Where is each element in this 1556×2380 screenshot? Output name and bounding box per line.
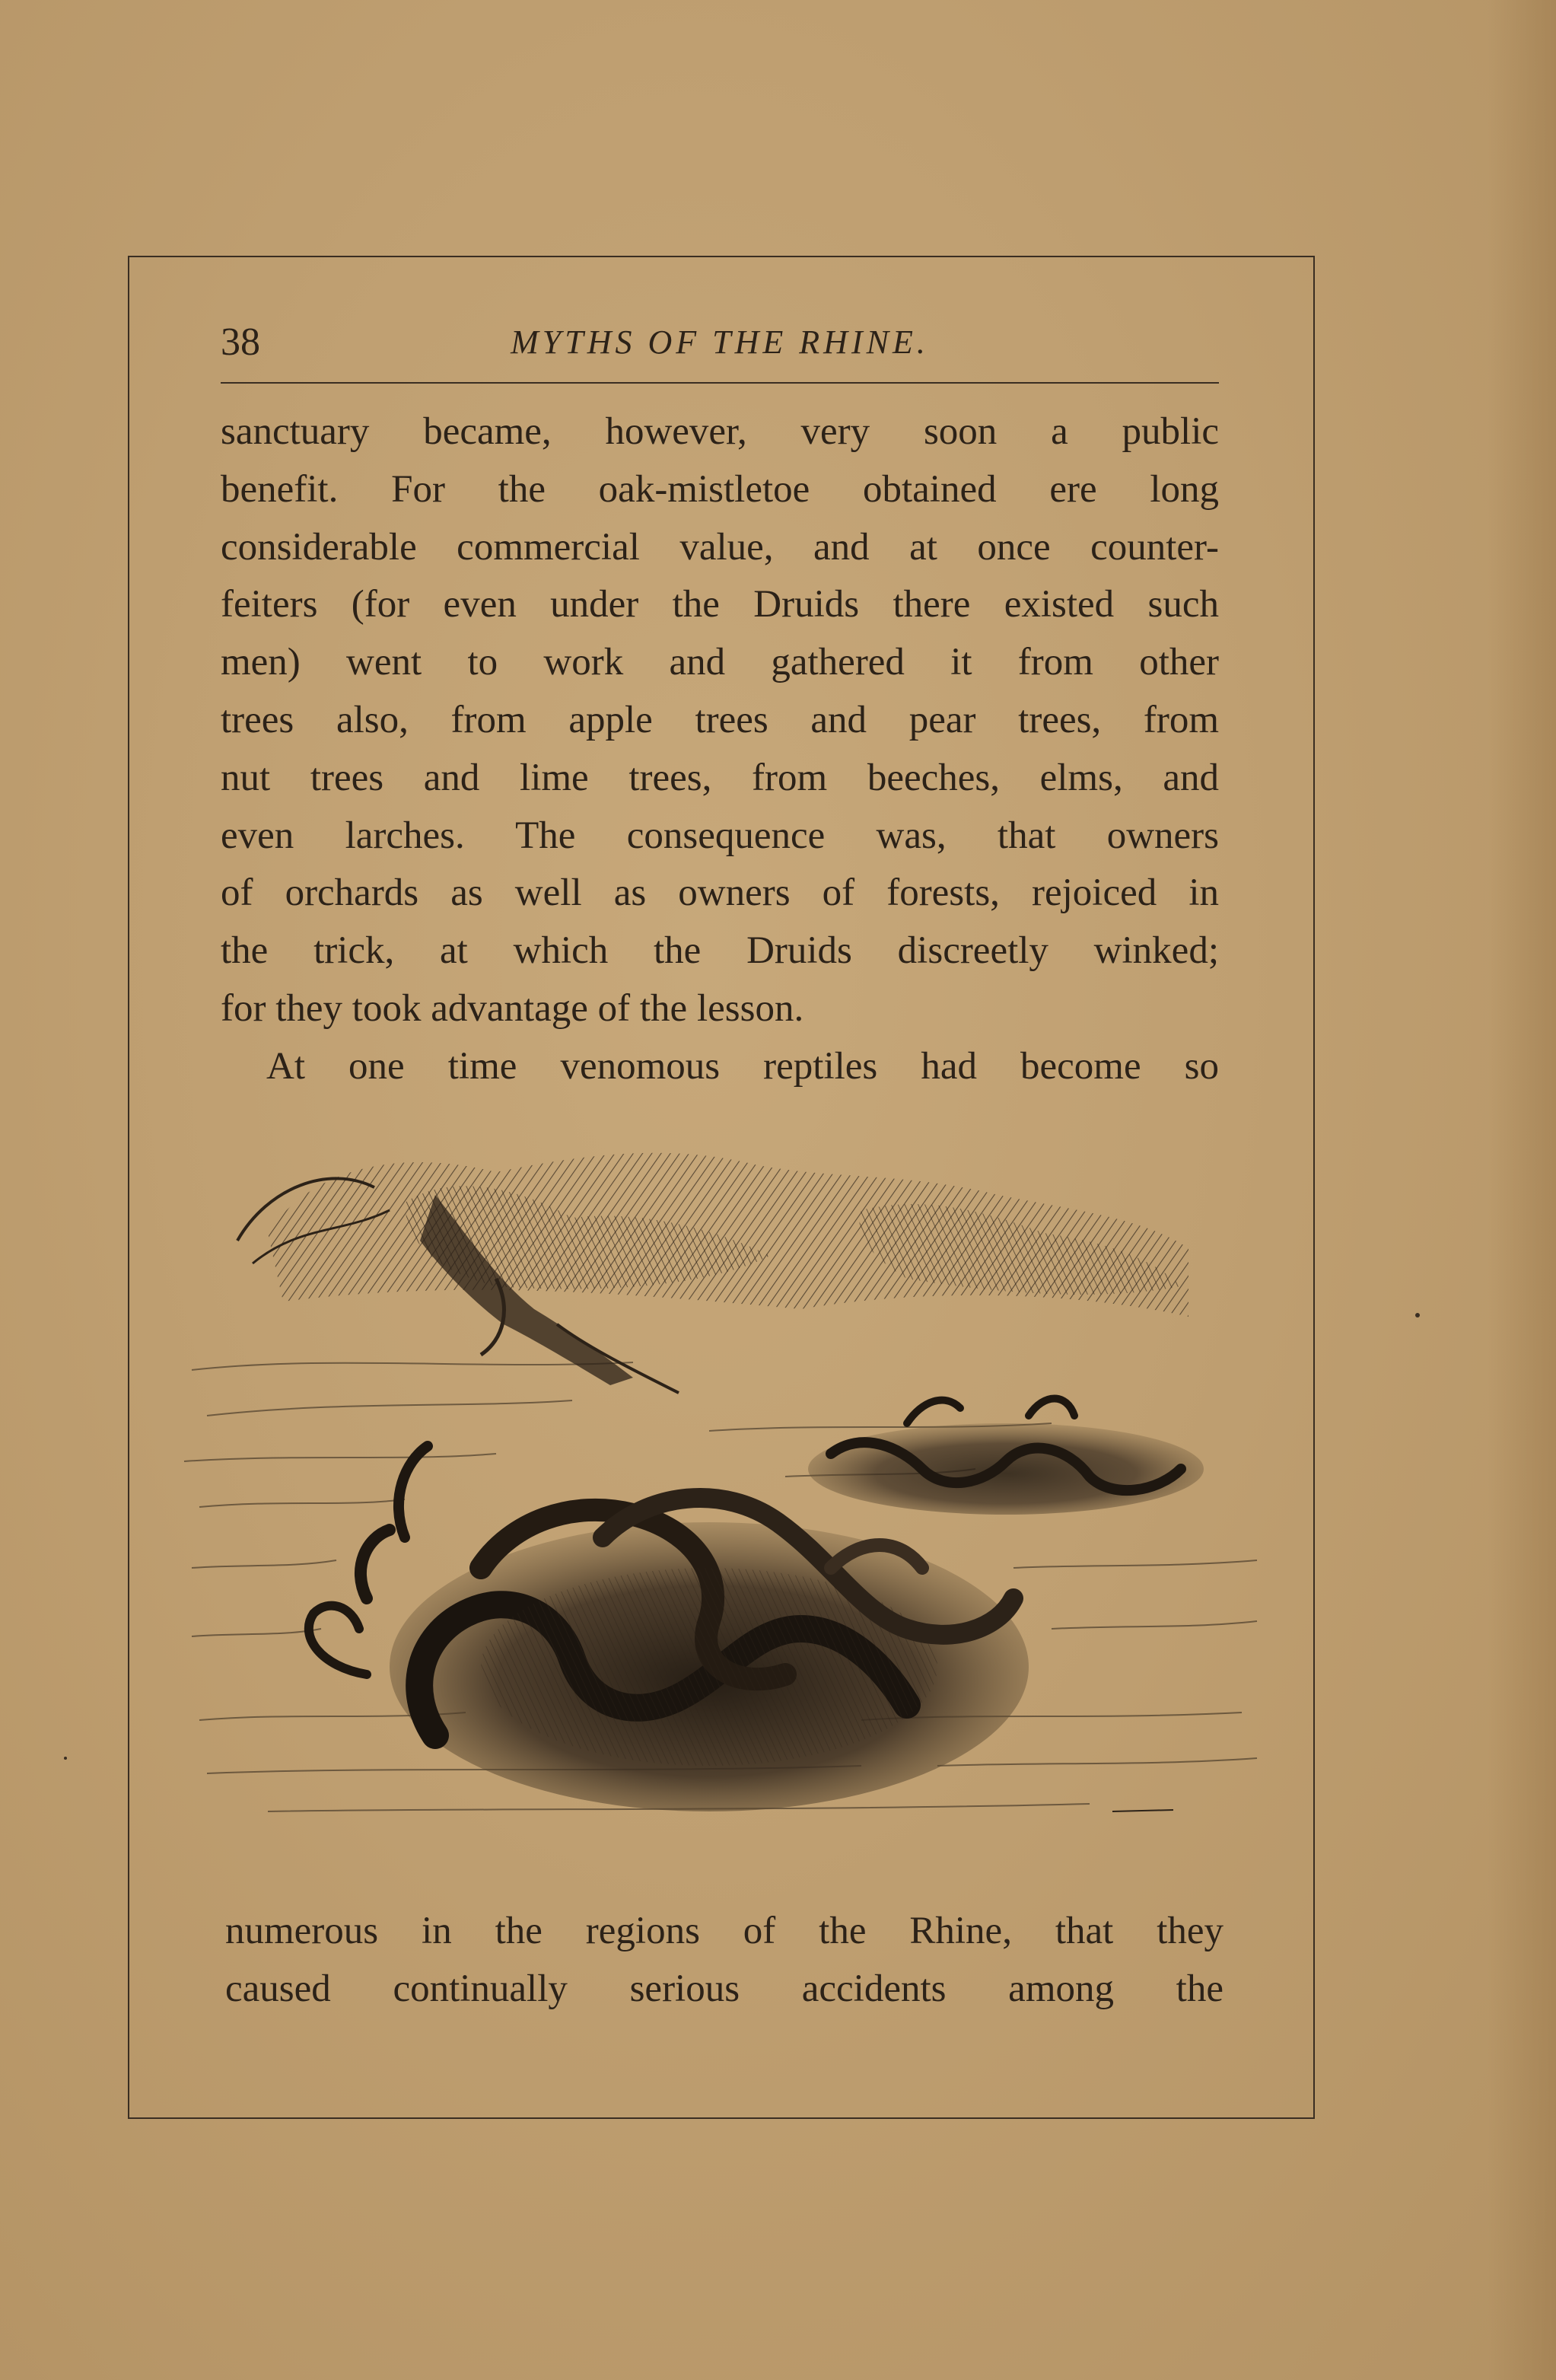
bushes-background (237, 1153, 1188, 1317)
text-line: men) went to work and gathered it from other (221, 641, 1219, 684)
engraver-mark (1112, 1810, 1173, 1811)
snakes-engraving-illustration (177, 1142, 1272, 1834)
stray-ink-dot (64, 1757, 67, 1760)
text-line: even larches. The consequence was, that owners (221, 814, 1219, 857)
header-rule (221, 382, 1219, 384)
text-line: for they took advantage of the lesson. (221, 986, 804, 1030)
stray-ink-dot (1415, 1313, 1420, 1317)
text-line-paragraph-start: At one time venomous reptiles had become so (266, 1044, 1219, 1088)
text-line: caused continually serious accidents among the (225, 1967, 1223, 2010)
body-text-bottom (225, 1903, 1223, 2018)
page-edge-shadow (1488, 0, 1556, 2380)
snake-cluster-distant (808, 1399, 1204, 1515)
page-number: 38 (221, 320, 260, 364)
text-line: trees also, from apple trees and pear trees, from (221, 698, 1219, 741)
running-header (221, 312, 1219, 373)
text-line: sanctuary became, however, very soon a public (221, 410, 1219, 453)
text-line: the trick, at which the Druids discreetly winked; (221, 929, 1219, 973)
body-text-top (221, 403, 1219, 1096)
text-line: numerous in the regions of the Rhine, that they (225, 1910, 1223, 1952)
text-line: feiters (for even under the Druids there existed such (221, 583, 1219, 626)
text-line: considerable commercial value, and at once counter- (221, 525, 1219, 569)
running-title: MYTHS OF THE RHINE. (511, 323, 929, 361)
text-line: nut trees and lime trees, from beeches, elms, and (221, 756, 1219, 799)
text-line: of orchards as well as owners of forests, rejoiced in (221, 871, 1219, 915)
text-line: benefit. For the oak-mistletoe obtained ere long (221, 467, 1219, 511)
